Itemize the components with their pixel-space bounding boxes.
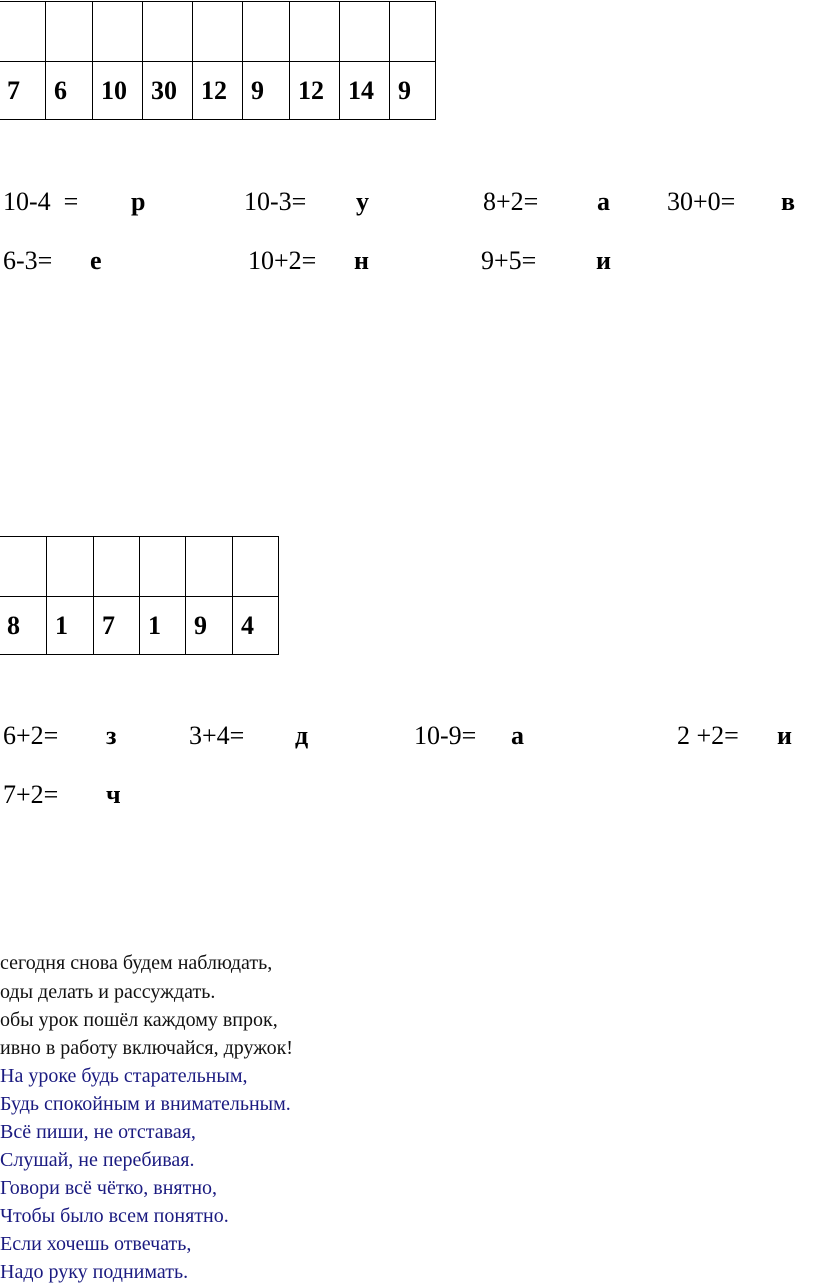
answer-cell[interactable]	[143, 2, 193, 62]
poem-line: Чтобы было всем понятно.	[0, 1205, 229, 1227]
answer-row-1	[0, 2, 436, 62]
equation: 3+4=	[189, 721, 245, 750]
answer-cell[interactable]	[0, 2, 46, 62]
poem-line: Если хочешь отвечать,	[0, 1233, 192, 1255]
poem-line: Надо руку поднимать.	[0, 1261, 189, 1283]
equation: 9+5=	[481, 246, 537, 275]
answer-cell[interactable]	[46, 2, 93, 62]
number-cell: 9	[186, 597, 233, 655]
answer-cell[interactable]	[390, 2, 436, 62]
number-cell: 10	[93, 62, 143, 120]
equation-letter: з	[106, 721, 117, 750]
number-row-2	[0, 597, 279, 655]
equation-letter: а	[511, 721, 524, 750]
number-cell: 1	[140, 597, 186, 655]
answer-cell[interactable]	[93, 2, 143, 62]
poem-line: Всё пиши, не отставая,	[0, 1121, 196, 1143]
poem-line: обы урок пошёл каждому впрок,	[0, 1009, 278, 1031]
number-cell: 6	[46, 62, 93, 120]
equation-letter: а	[597, 187, 610, 216]
poem-line: Говори всё чётко, внятно,	[0, 1177, 218, 1199]
number-cell: 8	[0, 597, 47, 655]
answer-cell[interactable]	[140, 537, 186, 597]
answer-cell[interactable]	[340, 2, 390, 62]
poem-line: Слушай, не перебивая.	[0, 1149, 195, 1171]
number-cell: 12	[193, 62, 243, 120]
poem-line: оды делать и рассуждать.	[0, 981, 216, 1003]
cipher-table-1	[0, 1, 436, 120]
cipher-table-2	[0, 536, 279, 655]
poem-line: ивно в работу включайся, дружок!	[0, 1037, 293, 1059]
equation-letter: н	[354, 246, 369, 275]
poem-line: Будь спокойным и внимательным.	[0, 1093, 291, 1115]
number-row-1	[0, 62, 436, 120]
number-cell: 1	[47, 597, 94, 655]
answer-cell[interactable]	[193, 2, 243, 62]
answer-cell[interactable]	[233, 537, 279, 597]
equation-letter: е	[90, 246, 102, 275]
equation-letter: и	[596, 246, 611, 275]
number-cell: 9	[243, 62, 290, 120]
equation: 10-9=	[414, 721, 477, 750]
equation-letter: ч	[106, 780, 121, 809]
equation: 8+2=	[483, 187, 539, 216]
equation: 10+2=	[248, 246, 317, 275]
equation-letter: д	[295, 721, 309, 750]
answer-cell[interactable]	[186, 537, 233, 597]
equation-letter: в	[781, 187, 796, 216]
answer-cell[interactable]	[0, 537, 47, 597]
equation: 6-3=	[3, 246, 53, 275]
number-cell: 4	[233, 597, 279, 655]
number-cell: 30	[143, 62, 193, 120]
answer-row-2	[0, 537, 279, 597]
equation: 10-4 =	[3, 187, 79, 216]
equation: 30+0=	[667, 187, 736, 216]
equation: 10-3=	[244, 187, 307, 216]
number-cell: 12	[290, 62, 340, 120]
poem-line: сегодня снова будем наблюдать,	[0, 952, 273, 974]
equation-letter: р	[131, 187, 146, 216]
poem-line: На уроке будь старательным,	[0, 1065, 248, 1087]
equation: 2 +2=	[677, 721, 739, 750]
equation-letter: у	[356, 187, 369, 216]
equation: 6+2=	[3, 721, 59, 750]
answer-cell[interactable]	[243, 2, 290, 62]
answer-cell[interactable]	[290, 2, 340, 62]
equation: 7+2=	[3, 780, 59, 809]
number-cell: 14	[340, 62, 390, 120]
number-cell: 7	[94, 597, 140, 655]
equation-letter: и	[777, 721, 792, 750]
number-cell: 9	[390, 62, 436, 120]
answer-cell[interactable]	[47, 537, 94, 597]
answer-cell[interactable]	[94, 537, 140, 597]
number-cell: 7	[0, 62, 46, 120]
